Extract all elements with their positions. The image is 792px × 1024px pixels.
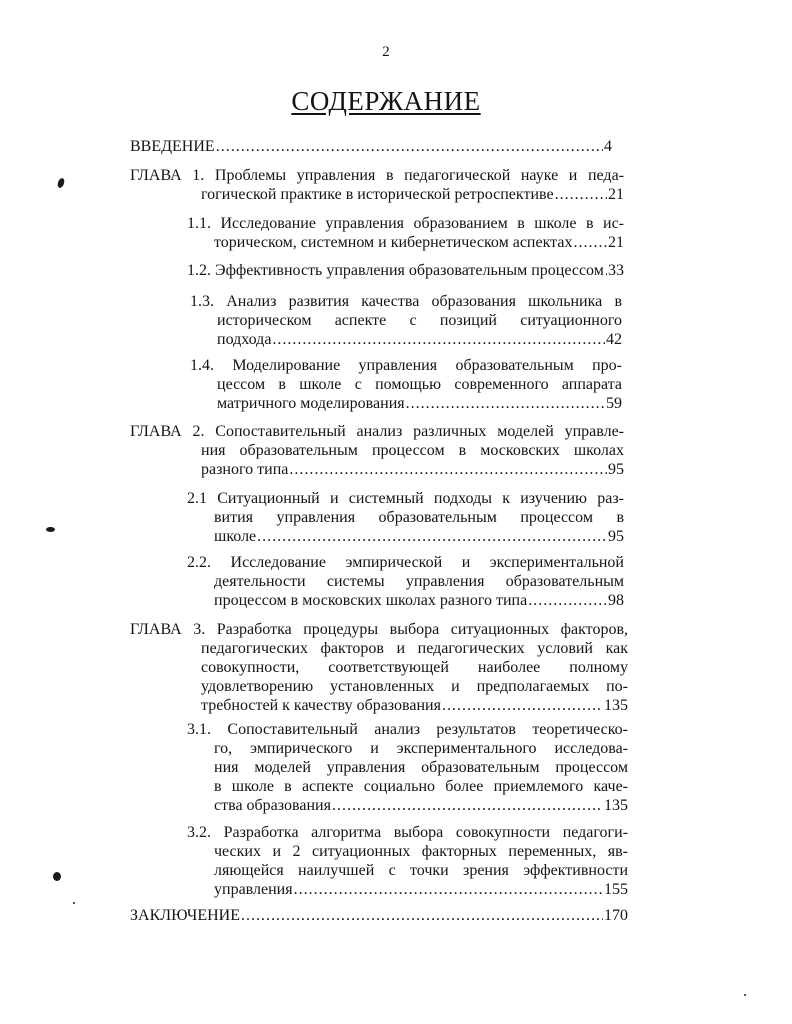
toc-entry-last-line: ВВЕДЕНИЕ ..... 4 (130, 137, 612, 156)
toc-line: ГЛАВА 3. Разработка процедуры выбора ситуационных факторов, (130, 621, 628, 638)
toc-entry-last-line: матричного моделирования ..... 59 (190, 394, 622, 413)
toc-line: педагогических факторов и педагогических условий как (201, 640, 628, 657)
page-ref: 4 (604, 138, 612, 155)
page-ref: 42 (606, 331, 622, 348)
toc-line: ГЛАВА 1. Проблемы управления в педагогической науке и педа- (130, 167, 624, 184)
toc-line: 1.4. Моделирование управления образовательным про- (190, 357, 622, 374)
toc-line: 2.2. Исследование эмпирической и экспериментальной (187, 554, 624, 571)
toc-line: ГЛАВА 2. Сопоставительный анализ различных моделей управле- (130, 423, 624, 440)
toc-entry-section-3-2[interactable] (187, 823, 628, 899)
toc-entry-intro[interactable] (130, 137, 612, 156)
toc-line: удовлетворению установленных и предполагаемых по- (201, 678, 628, 695)
toc-entry-section-1-4[interactable] (190, 356, 622, 413)
page-ref: 21 (608, 234, 624, 251)
toc-line: 3.1. Сопоставительный анализ результатов теоретическо- (187, 721, 628, 738)
toc-entry-last-line: управления ..... 155 (187, 880, 628, 899)
toc-line: ния образовательным процессом в московских школах (201, 442, 624, 459)
toc-entry-last-line: подхода ..... 42 (190, 330, 622, 349)
toc-entry-last-line: ЗАКЛЮЧЕНИЕ ..... 170 (130, 906, 628, 925)
toc-entry-last-line: школе ..... 95 (187, 527, 624, 546)
toc-entry-last-line: 1.2. Эффективность управления образовательным процессом ..... 33 (187, 261, 624, 280)
toc-entry-section-1-3[interactable] (190, 292, 622, 349)
toc-entry-section-1-1[interactable] (187, 214, 624, 252)
toc-line: го, эмпирического и экспериментального исследова- (214, 740, 628, 757)
toc-line: в школе в аспекте социально более приемлемого каче- (214, 778, 628, 795)
scan-speck (73, 902, 75, 904)
page-ref: 95 (608, 461, 624, 478)
toc-line: цессом в школе с помощью современного аппарата (217, 376, 622, 393)
toc-entry-last-line: ства образования ..... 135 (187, 796, 628, 815)
scan-speck (56, 177, 65, 188)
page-ref: 95 (608, 528, 624, 545)
toc-entry-section-2-2[interactable] (187, 553, 624, 610)
page-ref: 135 (604, 797, 628, 814)
toc-line: 1.3. Анализ развития качества образования школьника в (190, 293, 622, 310)
page-ref: 155 (604, 881, 628, 898)
toc-line: ния моделей управления образовательным процессом (214, 759, 628, 776)
toc-entry-conclusion[interactable] (130, 906, 628, 925)
toc-entry-last-line: процессом в московских школах разного типа ..... 98 (187, 591, 624, 610)
page-ref: 98 (608, 592, 624, 609)
toc-entry-section-3-1[interactable] (187, 720, 628, 815)
toc-entry-last-line: разного типа ..... 95 (130, 460, 624, 479)
toc-line: деятельности системы управления образовательным (214, 573, 624, 590)
toc-line: совокупности, соответствующей наиболее полному (201, 659, 628, 676)
page-ref: 59 (606, 395, 622, 412)
toc-line: 1.1. Исследование управления образованием в школе в ис- (187, 215, 624, 232)
toc-entry-chapter-2[interactable] (130, 422, 624, 479)
toc-entry-chapter-1[interactable] (130, 166, 624, 204)
page-ref: 135 (604, 697, 628, 714)
scan-speck (744, 994, 746, 996)
toc-entry-last-line: гогической практике в исторической ретроспективе ..... 21 (130, 185, 624, 204)
toc-entry-section-1-2[interactable] (187, 261, 624, 280)
toc-entry-chapter-3[interactable] (130, 620, 628, 715)
toc-line: вития управления образовательным процессом в (214, 509, 624, 526)
page-number: 2 (382, 44, 390, 60)
toc-entry-last-line: торическом, системном и кибернетическом аспектах ..... 21 (187, 233, 624, 252)
toc-entry-section-2-1[interactable] (187, 489, 624, 546)
toc-line: 2.1 Ситуационный и системный подходы к изучению раз- (187, 490, 624, 507)
toc-line: ляющейся наилучшей с точки зрения эффективности (214, 862, 628, 879)
toc-line: историческом аспекте с позиций ситуационного (217, 312, 622, 329)
scan-speck (53, 872, 61, 881)
toc-line: 3.2. Разработка алгоритма выбора совокупности педагоги- (187, 824, 628, 841)
page-title: СОДЕРЖАНИЕ (291, 86, 481, 116)
page-ref: 170 (604, 907, 628, 924)
page-ref: 21 (608, 186, 624, 203)
page-ref: 33 (608, 262, 624, 279)
toc-line: ческих и 2 ситуационных факторных переменных, яв- (214, 843, 628, 860)
scan-speck (46, 527, 55, 532)
toc-entry-last-line: требностей к качеству образования ..... 135 (130, 696, 628, 715)
